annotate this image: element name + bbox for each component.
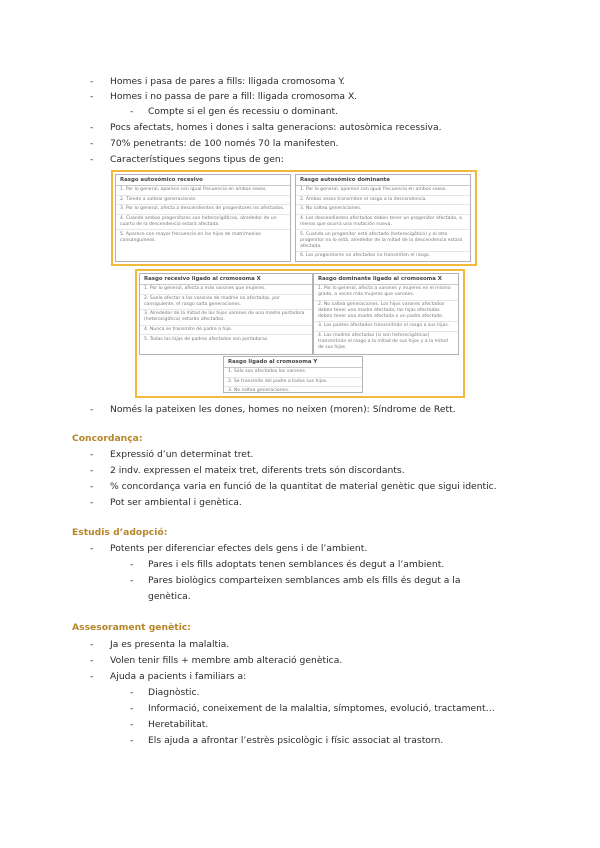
table-x-dominant xyxy=(313,273,459,355)
table-title: Rasgo ligado al cromosoma Y xyxy=(224,357,362,368)
table-row: 1. Por lo general, aparece con igual frecuencia en ambos sexos. xyxy=(296,186,470,196)
bullet-dash: - xyxy=(90,671,94,682)
table-y-linked xyxy=(223,356,363,393)
list-subitem: Diagnòstic. xyxy=(148,687,200,698)
list-subitem: Informació, coneixement de la malaltia, símptomes, evolució, tractament… xyxy=(148,703,495,714)
list-item: Homes i no passa de pare a fill: lligada cromosoma X. xyxy=(110,91,358,102)
list-item: Ja es presenta la malaltia. xyxy=(110,639,230,650)
bullet-dash: - xyxy=(90,481,94,492)
list-subitem: Compte si el gen és recessiu o dominant. xyxy=(148,106,339,117)
table-row: 3. Alrededor de la mitad de los hijos varones de una madre portadora (heterocigótica) estarán afectados. xyxy=(140,310,312,326)
table-autosomal-dominant xyxy=(295,174,471,262)
section-heading-assessorament: Assesorament genètic: xyxy=(72,622,191,633)
bullet-dash: - xyxy=(90,76,94,87)
bullet-dash: - xyxy=(130,703,134,714)
bullet-dash: - xyxy=(90,449,94,460)
bottom-tables-frame xyxy=(135,269,465,398)
table-row: 5. Cuando un progenitor está afectado (heterocigótico) y el otro progenitor no lo está, alrededor de la mitad de la descendencia estará afectada. xyxy=(296,230,470,252)
table-row: 2. Tiende a saltear generaciones. xyxy=(116,196,290,206)
list-subitem: Els ajuda a afrontar l’estrès psicològic i físic associat al trastorn. xyxy=(148,735,444,746)
bullet-dash: - xyxy=(90,138,94,149)
list-item: Expressió d’un determinat tret. xyxy=(110,449,254,460)
top-tables-frame xyxy=(111,170,477,266)
table-row: 1. Sólo son afectados los varones. xyxy=(224,368,362,378)
table-row: 2. Suele afectar a los varones de madres no afectadas, por consiguiente, el rasgo salta generaciones. xyxy=(140,295,312,311)
list-item: Característiques segons tipus de gen: xyxy=(110,154,284,165)
bullet-dash: - xyxy=(90,655,94,666)
section-heading-concordanca: Concordança: xyxy=(72,433,143,444)
table-title: Rasgo autosómico recesivo xyxy=(116,175,290,186)
table-autosomal-recessive xyxy=(115,174,291,262)
bullet-dash: - xyxy=(130,106,134,117)
table-x-recessive xyxy=(139,273,313,355)
table-row: 3. No saltea generaciones. xyxy=(228,388,290,394)
table-row: 3. No saltea generaciones. xyxy=(296,205,470,215)
list-item: Pot ser ambiental i genètica. xyxy=(110,497,242,508)
list-item: 70% penetrants: de 100 només 70 la manifesten. xyxy=(110,138,339,149)
table-row: 4. Nunca se transmite de padre a hijo. xyxy=(140,326,312,336)
list-item: Pocs afectats, homes i dones i salta generacions: autosòmica recessiva. xyxy=(110,122,442,133)
table-title: Rasgo dominante ligado al cromosoma X xyxy=(314,274,458,285)
table-row: 5. Todas las hijas de padres afectados son portadoras. xyxy=(144,336,269,342)
table-row: 3. Por lo general, afecta a descendientes de progenitores no afectados. xyxy=(116,205,290,215)
bullet-dash: - xyxy=(90,639,94,650)
bullet-dash: - xyxy=(90,497,94,508)
section-heading-adopcio: Estudis d’adopció: xyxy=(72,527,168,538)
table-row: 5. Aparece con mayor frecuencia en los hijos de matrimonios consanguíneos. xyxy=(120,231,261,243)
list-subitem-continuation: genètica. xyxy=(148,591,191,602)
bullet-dash: - xyxy=(90,404,94,415)
bullet-dash: - xyxy=(90,91,94,102)
list-item: Volen tenir fills + membre amb alteració genètica. xyxy=(110,655,343,666)
bullet-dash: - xyxy=(130,719,134,730)
table-row: 6. Los progenitores no afectados no transmiten el rasgo. xyxy=(300,253,431,259)
bullet-dash: - xyxy=(130,575,134,586)
table-row: 4. Las madres afectadas (si son heterocigóticas) transmitirán el rasgo a la mitad de sus hijos y a la mitad de sus hijas. xyxy=(318,333,448,351)
list-item: Homes i pasa de pares a fills: lligada cromosoma Y. xyxy=(110,76,346,87)
list-item: % concordança varia en funció de la quantitat de material genètic que sigui identic. xyxy=(110,481,497,492)
table-title: Rasgo recesivo ligado al cromosoma X xyxy=(140,274,312,285)
table-row: 3. Los padres afectados transmitirán el rasgo a sus hijas. xyxy=(314,322,458,332)
bullet-dash: - xyxy=(130,687,134,698)
table-row: 2. Se transmite del padre a todos sus hijos. xyxy=(224,378,362,388)
table-row: 1. Por lo general, afecta a más varones que mujeres. xyxy=(140,285,312,295)
table-row: 1. Por lo general, aparece con igual frecuencia en ambos sexos. xyxy=(116,186,290,196)
bullet-dash: - xyxy=(130,735,134,746)
list-subitem: Heretabilitat. xyxy=(148,719,209,730)
bullet-dash: - xyxy=(90,122,94,133)
bullet-dash: - xyxy=(130,559,134,570)
table-title: Rasgo autosómico dominante xyxy=(296,175,470,186)
table-row: 4. Cuando ambos progenitores son heterocigóticos, alrededor de un cuarto de la descendencia estará afectada. xyxy=(116,215,290,231)
list-item: Ajuda a pacients i familiars a: xyxy=(110,671,247,682)
bullet-dash: - xyxy=(90,543,94,554)
table-row: 2. Ambos sexos transmiten el rasgo a la descendencia. xyxy=(296,196,470,206)
bullet-dash: - xyxy=(90,465,94,476)
table-row: 4. Los descendientes afectados deben tener un progenitor afectado, a menos que ocurra una mutación nueva. xyxy=(296,215,470,231)
list-item: 2 indv. expressen el mateix tret, diferents trets són discordants. xyxy=(110,465,405,476)
bullet-dash: - xyxy=(90,154,94,165)
list-item: Potents per diferenciar efectes dels gens i de l’ambient. xyxy=(110,543,368,554)
table-row: 2. No saltea generaciones. Los hijos varones afectados deben tener una madre afectada; las hijas afectadas deben tener una madre afectada o un padre afectado. xyxy=(314,301,458,323)
table-row: 1. Por lo general, afecta a varones y mujeres en el mismo grado, a veces más mujeres que varones. xyxy=(314,285,458,301)
list-subitem: Pares i els fills adoptats tenen semblances és degut a l’ambient. xyxy=(148,559,445,570)
list-subitem: Pares biològics comparteixen semblances amb els fills és degut a la xyxy=(148,575,461,586)
list-item: Només la pateixen les dones, homes no neixen (moren): Síndrome de Rett. xyxy=(110,404,456,415)
